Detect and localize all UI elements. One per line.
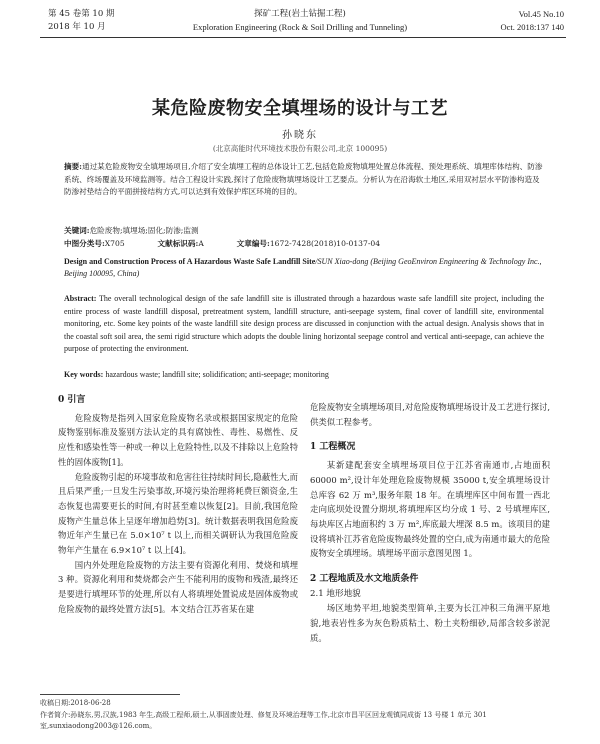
section-2-1-paragraph-1: 场区地势平坦,地貌类型简单,主要为长江冲积三角洲平原地貌,地表岩性多为灰色粉质粘土、粉土夹粉细砂,局部含较多淤泥质。 [310,603,550,643]
keywords-en [64,369,544,381]
section-2-heading: 2 工程地质及水文地质条件 [310,574,419,585]
article-title: 某危险废物安全填埋场的设计与工艺 [152,98,448,119]
header-volume-cn: 第 45 卷第 10 期 [48,9,115,19]
classification-line [64,238,544,251]
section-0-paragraph-3: 国内外处理危险废物的方法主要有资源化利用、焚烧和填埋 3 种。资源化利用和焚烧都会产生不能利用的废物和残渣,最终还是要进行填埋环节的处理,所以有人将填埋处置说成是固体废物或危险废物的最终处置方法[5]。本文结合江苏省某在建 [58,559,298,614]
header-rule [40,37,566,38]
article-affiliation: (北京高能时代环境技术股份有限公司,北京 100095) [212,144,388,153]
keywords-cn-text: 危险废物;填埋场;固化;防渗;监测 [89,226,199,235]
clc-value: X705 [104,239,125,248]
article-no-label: 文章编号: [236,239,270,248]
article-author: 孙晓东 [282,130,318,141]
abstract-en-text: The overall technological design of the safe landfill site is illustrated through a hazardous waste safe landfill site project, including the entire process of waste landfill disposal, pretreatment system, landfill structure, anti-seepage system, final cover of landfill site, environmental monitoring, etc. Some key points of the waste landfill site design process are discussed in conjunction with the actual design. Analysis shows that in the coastal soft soil area, the semi rigid structure which adopts the double lining horizontal seepage control and vertical anti-seepage, can achieve the purpose of protecting the environment. [64,294,544,354]
abstract-cn-text: 通过某危险废物安全填埋场项目,介绍了安全填埋工程的总体设计工艺,包括危险废物填埋处置总体流程、预处理系统、填埋库体结构、防渗系统、终场覆盖及环境监测等。结合工程设计实践,探讨了危险废物填埋场设计工艺要点。分析认为在沿海软土地区,采用双衬层水平防渗构造及防渗衬垫结合的平面拼接结构方式,可以达到有效保护库区环境的目的。 [64,162,543,197]
keywords-en-text: hazardous waste; landfill site; solidification; anti-seepage; monitoring [105,370,329,379]
section-1-paragraph-1: 某新建配套安全填埋场项目位于江苏省南通市,占地面积 60000 m²,设计年处理危险废物规模 35000 t,安全填埋场设计总库容 62 万 m³,服务年限 18 年。在填埋库区中间布置一西北走向底坝处设置分期坝,将填埋库区均分成 1 号、2 号填埋库区,每块库区占地面积约 3 万 m²,库底最大埋深 8.5 m。该项目的建设将填补江苏省危险废物最终处置的空白,成为南通市最大的危险废物安全填埋场。填埋场平面示意图见图 1。 [310,460,550,559]
section-2-1-heading: 2.1 地形地貌 [310,588,361,599]
abstract-cn-label: 摘要: [64,162,82,171]
article-no-value: 1672-7428(2018)10-0137-04 [269,239,381,248]
body-right-column [310,400,550,646]
footnote-author-info: 作者简介:孙晓东,男,汉族,1983 年生,高级工程师,硕士,从事固废处理、修复及环境治理等工作,北京市昌平区回龙观镇同成街 13 号楼 1 单元 301 室,sunxiaodong2003@126.com。 [40,711,487,730]
english-author-affiliation: /SUN Xiao-dong (Beijing GeoEnviron Engineering & Technology Inc., Beijing 100095, China) [64,257,542,279]
section-0-paragraph-2: 危险废物引起的环境事故和危害往往持续时间长,隐蔽性大,而且后果严重;一旦发生污染事故,环境污染治理将耗费巨额资金,生态恢复也需要更长的时间,有时甚至难以恢复[2]。目前,我国危险废物产生量总体上呈逐年增加趋势[3]。统计数据表明我国危险废物近年产生量已在 5.0×10⁷ t 以上,而相关调研认为我国危险废物年产生量在 6.9×10⁷ t 以上[4]。 [58,471,298,556]
footnote-rule [40,694,180,695]
english-title-block [64,256,544,281]
keywords-cn [64,225,544,238]
keywords-en-label: Key words: [64,370,104,379]
footnote-received: 收稿日期:2018-06-28 [40,699,111,707]
section-0-paragraph-1: 危险废物是指列入国家危险废物名录或根据国家规定的危险废物鉴别标准及鉴别方法认定的具有腐蚀性、毒性、易燃性、反应性和感染性等一种或一种以上危险特性,以及不排除以上危险特性的固体废物[1]。 [58,412,298,467]
section-0-heading: 0 引言 [58,395,86,405]
header-journal-en: Exploration Engineering (Rock & Soil Drilling and Tunneling) [192,22,408,32]
header-date-en: Oct. 2018:137 140 [500,22,564,32]
doc-code-value: A [198,239,204,248]
body-left-column [58,393,298,617]
abstract-cn [64,161,544,199]
clc-label: 中图分类号: [64,239,105,248]
section-1-heading: 1 工程概况 [310,442,356,453]
english-title: Design and Construction Process of A Hazardous Waste Safe Landfill Site [64,257,316,266]
doc-code-label: 文献标识码: [157,239,199,248]
header-volume-en: Vol.45 No.10 [518,9,564,19]
right-column-paragraph-1: 危险废物安全填埋场项目,对危险废物填埋场设计及工艺进行探讨,供类似工程参考。 [310,402,550,427]
keywords-cn-label: 关键词: [64,226,90,235]
abstract-en [64,293,544,356]
header-date-cn: 2018 年 10 月 [48,22,106,32]
abstract-en-label: Abstract: [64,294,97,303]
header-journal-cn: 探矿工程(岩土钻掘工程) [254,9,346,19]
